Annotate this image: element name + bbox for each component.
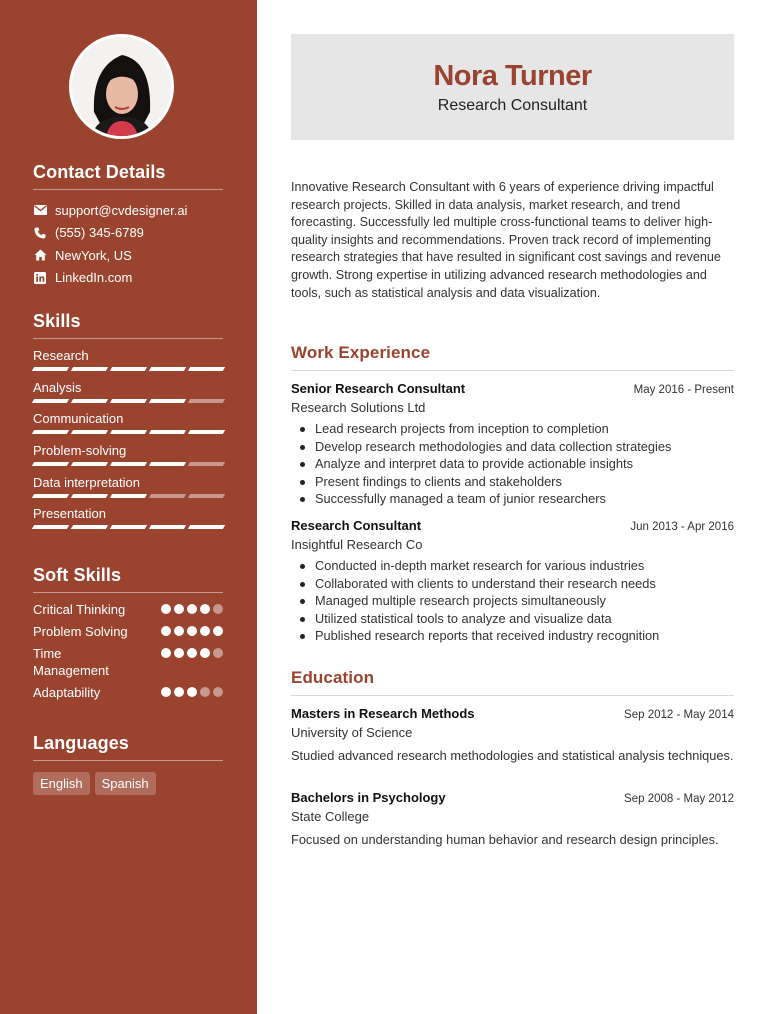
soft-skill-item — [33, 684, 223, 706]
job-bullet: Collaborated with clients to understand their research needs — [291, 575, 734, 593]
rating-dot-filled — [200, 604, 210, 614]
skill-level-segment-empty — [188, 494, 225, 498]
skill-level-bar — [33, 494, 224, 498]
language-chip: English — [33, 772, 90, 795]
soft-skill-label: Critical Thinking — [33, 602, 126, 617]
contact-list — [33, 199, 223, 289]
skill-level-segment-filled — [188, 430, 225, 434]
skill-level-bar — [33, 462, 224, 466]
skill-level-segment-filled — [149, 525, 186, 529]
skill-level-segment-filled — [110, 399, 147, 403]
skill-level-segment-filled — [188, 525, 225, 529]
avatar — [69, 34, 174, 139]
rating-dot-filled — [187, 626, 197, 636]
education-description: Focused on understanding human behavior and research design principles. — [291, 832, 719, 847]
skill-level-segment-filled — [32, 399, 69, 403]
header-box — [291, 34, 734, 140]
skill-level-segment-filled — [110, 430, 147, 434]
skill-level-segment-empty — [188, 462, 225, 466]
location-text: NewYork, US — [55, 247, 132, 263]
linkedin-icon — [33, 271, 47, 285]
job-company: Insightful Research Co — [291, 537, 423, 552]
candidate-title: Research Consultant — [437, 97, 588, 114]
job-title: Senior Research Consultant — [291, 381, 466, 396]
soft-skills-section — [33, 565, 223, 706]
profile-summary: Innovative Research Consultant with 6 years of experience driving impactful research projects. Skilled in data analysis, market research, and trend forecasting. Successfully led multiple cross-functional teams to deliver high-quality insights and recommendations. Proven track record of implementing research strategies that have resulted in significant cost savings and revenue growth. Strong expertise in utilizing advanced research methodologies and tools, such as statistical analysis and data visualization. — [291, 180, 721, 300]
languages-list — [33, 772, 223, 795]
rating-dot-filled — [187, 648, 197, 658]
education-heading: Education — [291, 668, 734, 696]
skill-level-segment-filled — [110, 462, 147, 466]
skill-label: Research — [33, 348, 89, 363]
job-bullet: Conducted in-depth market research for various industries — [291, 557, 734, 575]
skill-item — [33, 441, 223, 473]
job-title: Research Consultant — [291, 518, 422, 533]
soft-skill-rating — [161, 604, 223, 614]
skill-level-segment-filled — [71, 430, 108, 434]
skill-level-segment-filled — [71, 525, 108, 529]
skill-level-segment-filled — [32, 525, 69, 529]
skills-heading: Skills — [33, 311, 223, 339]
school-name: State College — [291, 809, 370, 824]
skills-section — [33, 311, 223, 536]
rating-dot-filled — [161, 626, 171, 636]
job-bullet: Utilized statistical tools to analyze and visualize data — [291, 610, 734, 628]
contact-location — [33, 244, 223, 267]
soft-skill-label: Adaptability — [33, 685, 101, 700]
education-description: Studied advanced research methodologies and statistical analysis techniques. — [291, 748, 734, 763]
rating-dot-filled — [174, 626, 184, 636]
skill-level-segment-filled — [32, 367, 69, 371]
soft-skill-rating — [161, 626, 223, 636]
skill-level-segment-filled — [71, 367, 108, 371]
linkedin-text: LinkedIn.com — [55, 270, 133, 286]
languages-section — [33, 733, 223, 795]
job-dates: May 2016 - Present — [633, 384, 734, 396]
rating-dot-filled — [174, 648, 184, 658]
rating-dot-empty — [213, 687, 223, 697]
skill-level-segment-filled — [71, 462, 108, 466]
skill-item — [33, 378, 223, 410]
degree-title: Masters in Research Methods — [291, 706, 475, 721]
job-entry — [291, 518, 734, 645]
rating-dot-filled — [174, 604, 184, 614]
skill-label: Presentation — [33, 506, 106, 522]
email-text: support@cvdesigner.ai — [55, 202, 188, 218]
contact-heading: Contact Details — [33, 162, 223, 190]
rating-dot-filled — [161, 648, 171, 658]
soft-skills-heading: Soft Skills — [33, 565, 223, 593]
phone-icon — [33, 226, 47, 240]
job-bullets — [291, 420, 734, 508]
skill-level-segment-filled — [110, 494, 147, 498]
rating-dot-filled — [187, 687, 197, 697]
skill-label: Communication — [33, 411, 124, 427]
skill-level-segment-filled — [32, 494, 69, 498]
skill-level-segment-filled — [110, 367, 147, 371]
skill-level-bar — [33, 367, 224, 371]
skill-level-bar — [33, 430, 224, 434]
home-icon — [33, 248, 47, 262]
skill-label: Problem-solving — [33, 443, 127, 459]
skill-level-segment-filled — [32, 430, 69, 434]
skill-level-segment-filled — [149, 367, 186, 371]
contact-email[interactable] — [33, 199, 223, 222]
skills-list — [33, 346, 223, 536]
skill-level-bar — [33, 399, 224, 403]
school-name: University of Science — [291, 725, 413, 740]
rating-dot-filled — [161, 604, 171, 614]
skill-item — [33, 409, 223, 441]
rating-dot-filled — [187, 604, 197, 614]
education-dates: Sep 2012 - May 2014 — [624, 709, 734, 721]
soft-skill-label: Problem Solving — [33, 624, 128, 639]
skill-level-segment-filled — [188, 367, 225, 371]
job-bullet: Lead research projects from inception to completion — [291, 420, 734, 438]
skill-level-segment-filled — [71, 399, 108, 403]
candidate-name: Nora Turner — [433, 60, 592, 92]
education-dates: Sep 2008 - May 2012 — [624, 793, 734, 805]
job-bullet: Successfully managed a team of junior researchers — [291, 490, 734, 508]
education-entry — [291, 790, 734, 849]
skill-level-segment-empty — [149, 494, 186, 498]
skill-label: Analysis — [33, 379, 82, 395]
rating-dot-filled — [200, 626, 210, 636]
skill-item — [33, 473, 223, 505]
skill-level-segment-filled — [32, 462, 69, 466]
job-bullet: Develop research methodologies and data collection strategies — [291, 438, 734, 456]
soft-skill-item — [33, 645, 223, 684]
rating-dot-filled — [174, 687, 184, 697]
phone-text: (555) 345-6789 — [55, 225, 144, 241]
languages-heading: Languages — [33, 733, 223, 761]
language-chip: Spanish — [95, 772, 156, 795]
job-bullet: Present findings to clients and stakeholders — [291, 473, 734, 491]
job-bullet: Analyze and interpret data to provide actionable insights — [291, 455, 734, 473]
skill-level-segment-filled — [149, 430, 186, 434]
skill-level-segment-filled — [149, 462, 186, 466]
skill-item — [33, 346, 223, 378]
soft-skill-rating — [161, 648, 223, 658]
job-dates: Jun 2013 - Apr 2016 — [630, 521, 734, 533]
work-experience-heading: Work Experience — [291, 343, 734, 371]
soft-skill-label: Time Management — [33, 646, 109, 678]
envelope-icon — [33, 203, 47, 217]
contact-phone[interactable] — [33, 222, 223, 245]
rating-dot-filled — [213, 626, 223, 636]
rating-dot-empty — [200, 687, 210, 697]
soft-skills-list — [33, 601, 223, 706]
job-bullet: Managed multiple research projects simultaneously — [291, 592, 734, 610]
degree-title: Bachelors in Psychology — [291, 790, 446, 805]
skill-item — [33, 504, 223, 536]
profile-photo — [72, 37, 171, 136]
soft-skill-item — [33, 601, 223, 623]
education-entry — [291, 706, 734, 765]
rating-dot-empty — [213, 604, 223, 614]
skill-level-segment-filled — [110, 525, 147, 529]
contact-section — [33, 162, 223, 289]
rating-dot-filled — [161, 687, 171, 697]
sidebar — [0, 0, 257, 1014]
skill-level-segment-filled — [149, 399, 186, 403]
skill-label: Data interpretation — [33, 474, 140, 490]
job-company: Research Solutions Ltd — [291, 400, 426, 415]
skill-level-bar — [33, 525, 224, 529]
rating-dot-empty — [213, 648, 223, 658]
soft-skill-rating — [161, 687, 223, 697]
soft-skill-item — [33, 623, 223, 645]
skill-level-segment-empty — [188, 399, 225, 403]
rating-dot-filled — [200, 648, 210, 658]
job-entry — [291, 381, 734, 508]
job-bullet: Published research reports that received industry recognition — [291, 627, 734, 645]
contact-linkedin[interactable] — [33, 267, 223, 290]
skill-level-segment-filled — [71, 494, 108, 498]
job-bullets — [291, 557, 734, 645]
